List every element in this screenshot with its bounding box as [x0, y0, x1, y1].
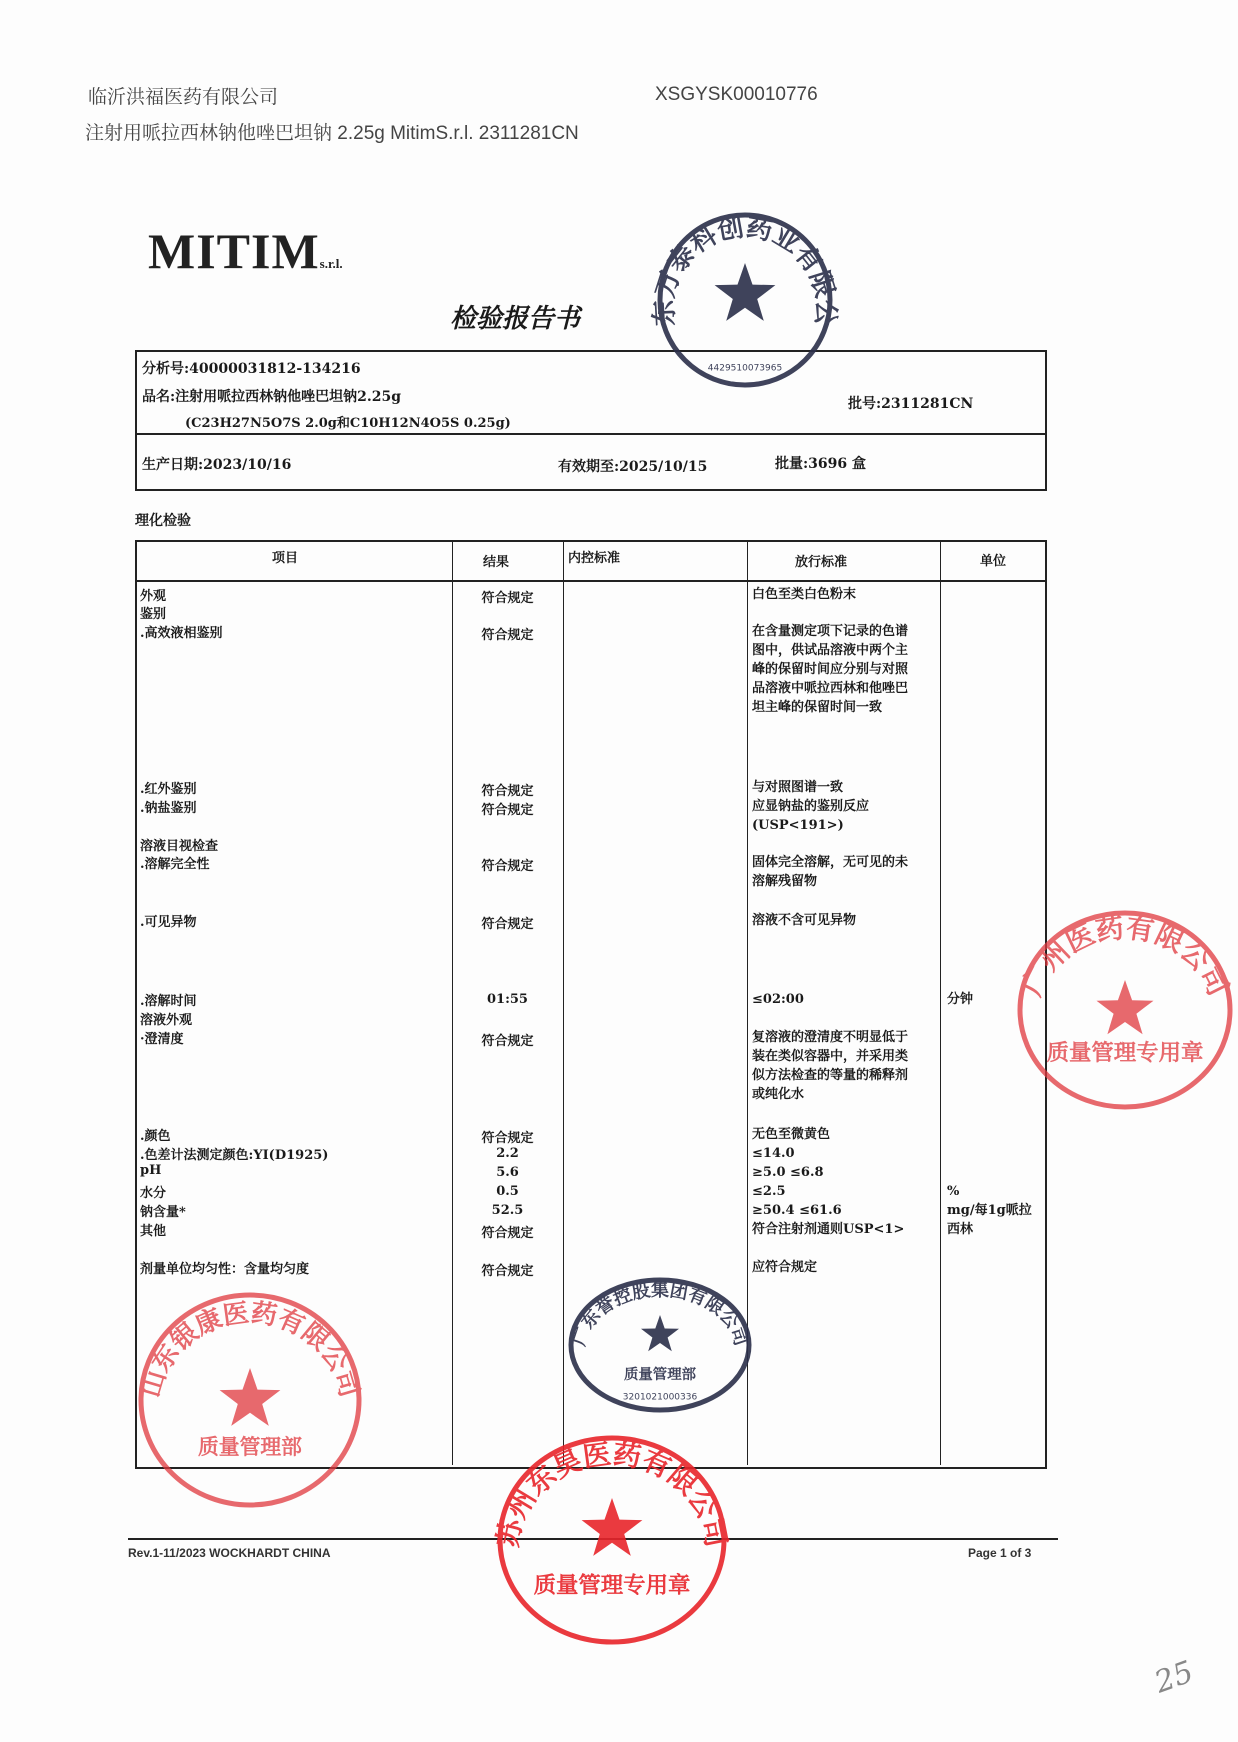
- row-release-spec: ≥50.4 ≤61.6: [752, 1203, 842, 1218]
- svg-text:质量管理部: 质量管理部: [198, 1435, 302, 1459]
- expiry-date: 有效期至:2025/10/15: [558, 459, 708, 475]
- header-doc-code: XSGYSK00010776: [655, 84, 818, 105]
- svg-text:广州医药有限公司: 广州医药有限公司: [1015, 910, 1235, 1001]
- mitim-logo: [148, 222, 343, 280]
- row-result: 符合规定: [481, 591, 534, 606]
- column-header-item: 项目: [272, 551, 299, 566]
- svg-text:苏州东昊医药有限公司: 苏州东昊医药有限公司: [490, 1437, 734, 1550]
- row-result: 符合规定: [481, 859, 534, 874]
- column-header-release-spec: 放行标准: [795, 555, 848, 570]
- row-result: 符合规定: [481, 803, 534, 818]
- red-right-stamp: [1012, 905, 1238, 1115]
- manufacture-date: 生产日期:2023/10/16: [142, 457, 292, 473]
- batch-number: 批号:2311281CN: [848, 396, 974, 412]
- row-result: 符合规定: [481, 917, 534, 932]
- row-result: 符合规定: [481, 784, 534, 799]
- row-item: .颜色: [140, 1129, 171, 1144]
- svg-text:质量管理部: 质量管理部: [624, 1367, 696, 1383]
- row-release-spec: ≤14.0: [752, 1146, 795, 1161]
- row-release-spec: ≥5.0 ≤6.8: [752, 1165, 824, 1180]
- row-release-spec: 白色至类白色粉末: [752, 587, 857, 602]
- row-release-spec: 符合注射剂通则USP<1>: [752, 1222, 905, 1237]
- svg-text:质量管理专用章: 质量管理专用章: [1046, 1040, 1204, 1066]
- row-result: 符合规定: [481, 1034, 534, 1049]
- row-item: .可见异物: [140, 915, 197, 930]
- row-item: .高效液相鉴别: [140, 626, 223, 641]
- row-result: 0.5: [496, 1184, 519, 1199]
- column-divider: [940, 540, 941, 1465]
- row-item: 其他: [140, 1224, 167, 1239]
- row-release-spec: 固体完全溶解，无可见的未 溶解残留物: [752, 855, 909, 889]
- row-item: 鉴别: [140, 607, 167, 622]
- row-result: 符合规定: [481, 1131, 534, 1146]
- row-item: 水分: [140, 1186, 167, 1201]
- row-result: 符合规定: [481, 1226, 534, 1241]
- row-item: 剂量单位均匀性：含量均匀度: [140, 1262, 310, 1277]
- svg-text:山东银康医药有限公司: 山东银康医药有限公司: [135, 1298, 365, 1401]
- header-product-line: 注射用哌拉西林钠他唑巴坦钠 2.25g MitimS.r.l. 2311281CN: [85, 123, 579, 144]
- product-name: 品名:注射用哌拉西林钠他唑巴坦钠2.25g: [142, 389, 402, 405]
- table-header-divider: [135, 580, 1045, 582]
- footer-revision: Rev.1-11/2023 WOCKHARDT CHINA: [128, 1546, 331, 1560]
- svg-text:4429510073965: 4429510073965: [707, 363, 783, 374]
- row-unit: mg/每1g哌拉 西林: [947, 1203, 1032, 1237]
- row-release-spec: 应符合规定: [752, 1260, 818, 1275]
- logo-suffix: s.r.l.: [319, 256, 343, 271]
- row-item: .钠盐鉴别: [140, 801, 197, 816]
- logo-name: MITIM: [148, 223, 320, 279]
- column-header-result: 结果: [483, 555, 510, 570]
- row-release-spec: 复溶液的澄清度不明显低于 装在类似容器中，并采用类 似方法检查的等量的稀释剂 或纯化水: [752, 1030, 909, 1102]
- red-left-stamp: [133, 1287, 367, 1513]
- info-divider: [135, 433, 1045, 435]
- row-release-spec: 应显钠盐的鉴别反应 (USP<191>): [752, 799, 870, 833]
- row-item: 外观: [140, 589, 167, 604]
- composition: (C23H27N5O7S 2.0g和C10H12N4O5S 0.25g): [185, 416, 511, 431]
- row-release-spec: ≤02:00: [752, 992, 804, 1007]
- row-unit: 分钟: [947, 992, 974, 1007]
- row-release-spec: 在含量测定项下记录的色谱 图中，供试品溶液中两个主 峰的保留时间应分别与对照 品溶液中哌拉西林和他唑巴 坦主峰的保留时间一致: [752, 624, 909, 715]
- svg-text:质量管理专用章: 质量管理专用章: [533, 1572, 691, 1599]
- footer-page-number: Page 1 of 3: [968, 1546, 1032, 1560]
- row-item: 钠含量*: [140, 1205, 186, 1220]
- row-item: .红外鉴别: [140, 782, 197, 797]
- row-result: 5.6: [496, 1165, 519, 1180]
- row-result: 符合规定: [481, 628, 534, 643]
- analysis-number: 分析号:40000031812-134216: [142, 361, 361, 377]
- row-item: ·澄清度: [140, 1032, 184, 1047]
- row-release-spec: 溶液不含可见异物: [752, 913, 857, 928]
- row-item: 溶液目视检查: [140, 839, 219, 854]
- batch-quantity: 批量:3696 盒: [775, 456, 867, 472]
- row-item: pH: [140, 1163, 162, 1178]
- row-result: 01:55: [487, 992, 528, 1007]
- row-release-spec: 与对照图谱一致: [752, 780, 844, 795]
- row-item: .色差计法测定颜色:YI(D1925): [140, 1148, 329, 1163]
- handwritten-mark: 25: [1150, 1654, 1199, 1701]
- row-unit: %: [947, 1184, 960, 1199]
- row-release-spec: ≤2.5: [752, 1184, 786, 1199]
- red-bottom-stamp: [492, 1430, 732, 1650]
- header-company: 临沂洪福医药有限公司: [88, 87, 279, 108]
- row-release-spec: 无色至微黄色: [752, 1127, 831, 1142]
- oval-blue-stamp: [563, 1272, 757, 1418]
- row-item: 溶液外观: [140, 1013, 193, 1028]
- blue-top-stamp: [638, 184, 841, 393]
- report-title: 检验报告书: [450, 304, 581, 334]
- section-title: 理化检验: [135, 513, 191, 529]
- column-header-internal-spec: 内控标准: [568, 551, 621, 566]
- row-result: 符合规定: [481, 1264, 534, 1279]
- svg-text:广东万泰科创药业有限公司: 广东万泰科创药业有限公司: [638, 184, 841, 327]
- row-result: 52.5: [491, 1203, 524, 1218]
- row-item: .溶解时间: [140, 994, 197, 1009]
- svg-text:广东誉控股集团有限公司: 广东誉控股集团有限公司: [568, 1279, 752, 1349]
- column-header-unit: 单位: [980, 554, 1007, 569]
- row-item: .溶解完全性: [140, 857, 210, 872]
- row-result: 2.2: [496, 1146, 519, 1161]
- svg-text:3201021000336: 3201021000336: [622, 1392, 698, 1403]
